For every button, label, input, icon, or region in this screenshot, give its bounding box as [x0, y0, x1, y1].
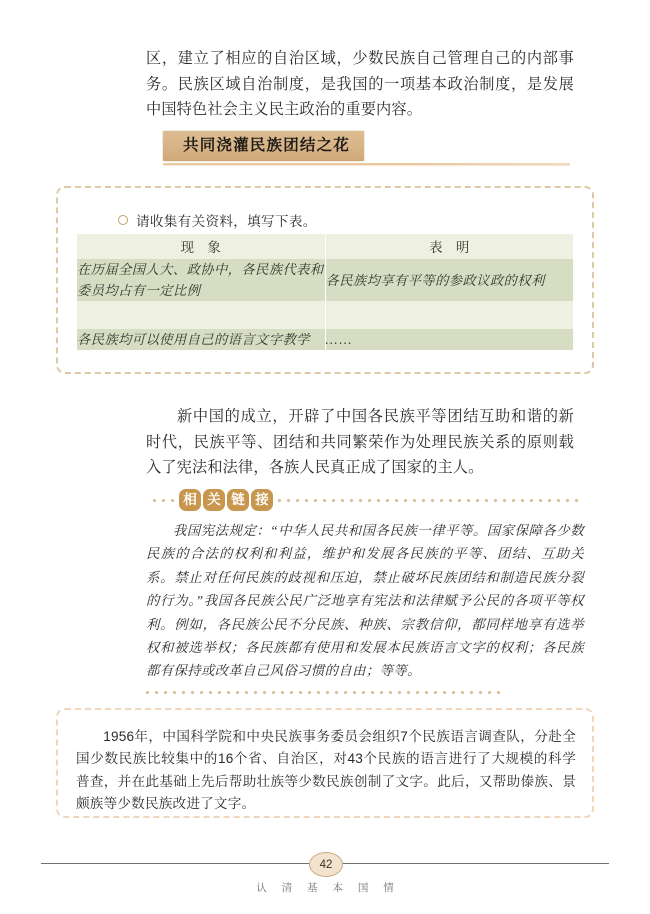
dot-icon	[191, 691, 194, 694]
dot-icon	[155, 691, 158, 694]
dot-icon	[458, 499, 461, 502]
dot-icon	[263, 691, 266, 694]
badge-char-4: 接	[251, 489, 273, 511]
dot-icon	[308, 691, 311, 694]
dot-icon	[494, 499, 497, 502]
dot-icon	[440, 499, 443, 502]
dot-icon	[416, 691, 419, 694]
dot-icon	[236, 691, 239, 694]
dot-icon	[362, 691, 365, 694]
dot-icon	[425, 691, 428, 694]
dot-icon	[182, 691, 185, 694]
activity-prompt	[118, 210, 317, 230]
dot-icon	[272, 691, 275, 694]
dot-icon	[317, 691, 320, 694]
dot-icon	[470, 691, 473, 694]
dot-icon	[164, 691, 167, 694]
dot-icon	[335, 691, 338, 694]
dot-icon	[566, 499, 569, 502]
table-cell-phenomenon[interactable]	[77, 301, 325, 329]
dot-icon	[287, 499, 290, 502]
dot-icon	[326, 691, 329, 694]
dot-icon	[539, 499, 542, 502]
dot-icon	[575, 499, 578, 502]
dot-icon	[171, 499, 174, 502]
dot-icon	[521, 499, 524, 502]
dot-icon	[359, 499, 362, 502]
dot-icon	[296, 499, 299, 502]
dot-icon	[299, 691, 302, 694]
dot-icon	[479, 691, 482, 694]
badge-char-3: 链	[227, 489, 249, 511]
related-link-body: 我国宪法规定：“中华人民共和国各民族一律平等。国家保障各少数民族的合法的权利和利益，维护和发展各民族的平等、团结、互助关系。禁止对任何民族的歧视和压迫，禁止破坏民族团结和制造民族分裂的行为。”我国各民族公民广泛地享有宪法和法律赋予公民的各项平等权利。例如，各民族公民不分民族、种族、宗教信仰，都同样地享有选举权和被选举权；各民族都有使用和发展本民族语言文字的权利；各民族都有保持或改革自己风俗习惯的自由；等等。	[146, 523, 584, 679]
dot-icon	[452, 691, 455, 694]
dot-icon	[503, 499, 506, 502]
dot-icon	[434, 691, 437, 694]
related-link-header	[146, 488, 586, 512]
dot-run-right	[278, 499, 586, 502]
ring-bullet-icon	[118, 215, 128, 225]
badge-char-1: 相	[179, 489, 201, 511]
dot-icon	[407, 691, 410, 694]
dot-icon	[323, 499, 326, 502]
dot-icon	[371, 691, 374, 694]
dot-icon	[200, 691, 203, 694]
fact-box-text: 1956年，中国科学院和中央民族事务委员会组织7个民族语言调查队，分赴全国少数民族比较集中的16个省、自治区，对43个民族的语言进行了大规模的科学普查，并在此基础上先后帮助壮族等少数民族创制了文字。此后，又帮助傣族、景颇族等少数民族改进了文字。	[76, 729, 576, 812]
dot-icon	[368, 499, 371, 502]
table-row	[77, 329, 573, 350]
table-header-phenomenon: 现 象	[77, 234, 325, 259]
dot-icon	[485, 499, 488, 502]
dot-icon	[344, 691, 347, 694]
dot-icon	[386, 499, 389, 502]
dot-icon	[254, 691, 257, 694]
dot-icon	[449, 499, 452, 502]
dot-icon	[422, 499, 425, 502]
dot-icon	[476, 499, 479, 502]
dot-icon	[245, 691, 248, 694]
dot-icon	[278, 499, 281, 502]
table-row[interactable]	[77, 301, 573, 329]
dot-icon	[353, 691, 356, 694]
dot-icon	[332, 499, 335, 502]
dot-icon	[162, 499, 165, 502]
dot-icon	[350, 499, 353, 502]
dot-icon	[557, 499, 560, 502]
table-cell-phenomenon: 在历届全国人大、政协中，各民族代表和委员均占有一定比例	[77, 259, 325, 301]
table-cell-indication[interactable]	[325, 301, 573, 329]
survey-table	[77, 234, 573, 350]
table-cell-indication: 各民族均享有平等的参政议政的权利	[325, 259, 573, 301]
badge-char-2: 关	[203, 489, 225, 511]
related-link-footer-dots	[146, 691, 586, 694]
dot-icon	[290, 691, 293, 694]
dot-icon	[413, 499, 416, 502]
dot-icon	[146, 691, 149, 694]
dot-icon	[404, 499, 407, 502]
dot-icon	[389, 691, 392, 694]
footer-caption: 认 清 基 本 国 情	[256, 882, 400, 894]
dot-icon	[431, 499, 434, 502]
table-cell-phenomenon: 各民族均可以使用自己的语言文字教学	[77, 329, 325, 350]
section-banner-rule-secondary	[163, 165, 570, 166]
dot-icon	[443, 691, 446, 694]
dot-icon	[314, 499, 317, 502]
dot-icon	[488, 691, 491, 694]
dot-icon	[497, 691, 500, 694]
section-banner	[163, 131, 570, 166]
table-cell-indication: ……	[325, 329, 573, 350]
dot-icon	[377, 499, 380, 502]
dot-icon	[227, 691, 230, 694]
related-link-badge-group	[179, 489, 273, 511]
dot-icon	[530, 499, 533, 502]
dot-icon	[209, 691, 212, 694]
dot-icon	[281, 691, 284, 694]
dot-icon	[398, 691, 401, 694]
activity-prompt-text: 请收集有关资料，填写下表。	[136, 214, 317, 229]
dot-icon	[467, 499, 470, 502]
dot-icon	[380, 691, 383, 694]
dot-icon	[218, 691, 221, 694]
dot-icon	[512, 499, 515, 502]
dot-icon	[548, 499, 551, 502]
dot-icon	[395, 499, 398, 502]
newchina-paragraph: 新中国的成立，开辟了中国各民族平等团结互助和谐的新时代，民族平等、团结和共同繁荣作为处理民族关系的原则载入了宪法和法律，各族人民真正成了国家的主人。	[146, 408, 574, 476]
related-link-block	[146, 488, 586, 694]
dot-icon	[305, 499, 308, 502]
dot-icon	[173, 691, 176, 694]
dot-run-left	[146, 499, 174, 502]
page-number-badge: 42	[309, 852, 343, 877]
intro-paragraph: 区，建立了相应的自治区域，少数民族自己管理自己的内部事务。民族区域自治制度，是我国的一项基本政治制度，是发展中国特色社会主义民主政治的重要内容。	[146, 50, 574, 118]
table-row	[77, 259, 573, 301]
dot-icon	[461, 691, 464, 694]
section-banner-rule	[163, 163, 570, 165]
table-header-row	[77, 234, 573, 259]
table-header-indication: 表 明	[325, 234, 573, 259]
section-banner-title: 共同浇灌民族团结之花	[163, 131, 364, 161]
dot-icon	[341, 499, 344, 502]
dot-icon	[153, 499, 156, 502]
